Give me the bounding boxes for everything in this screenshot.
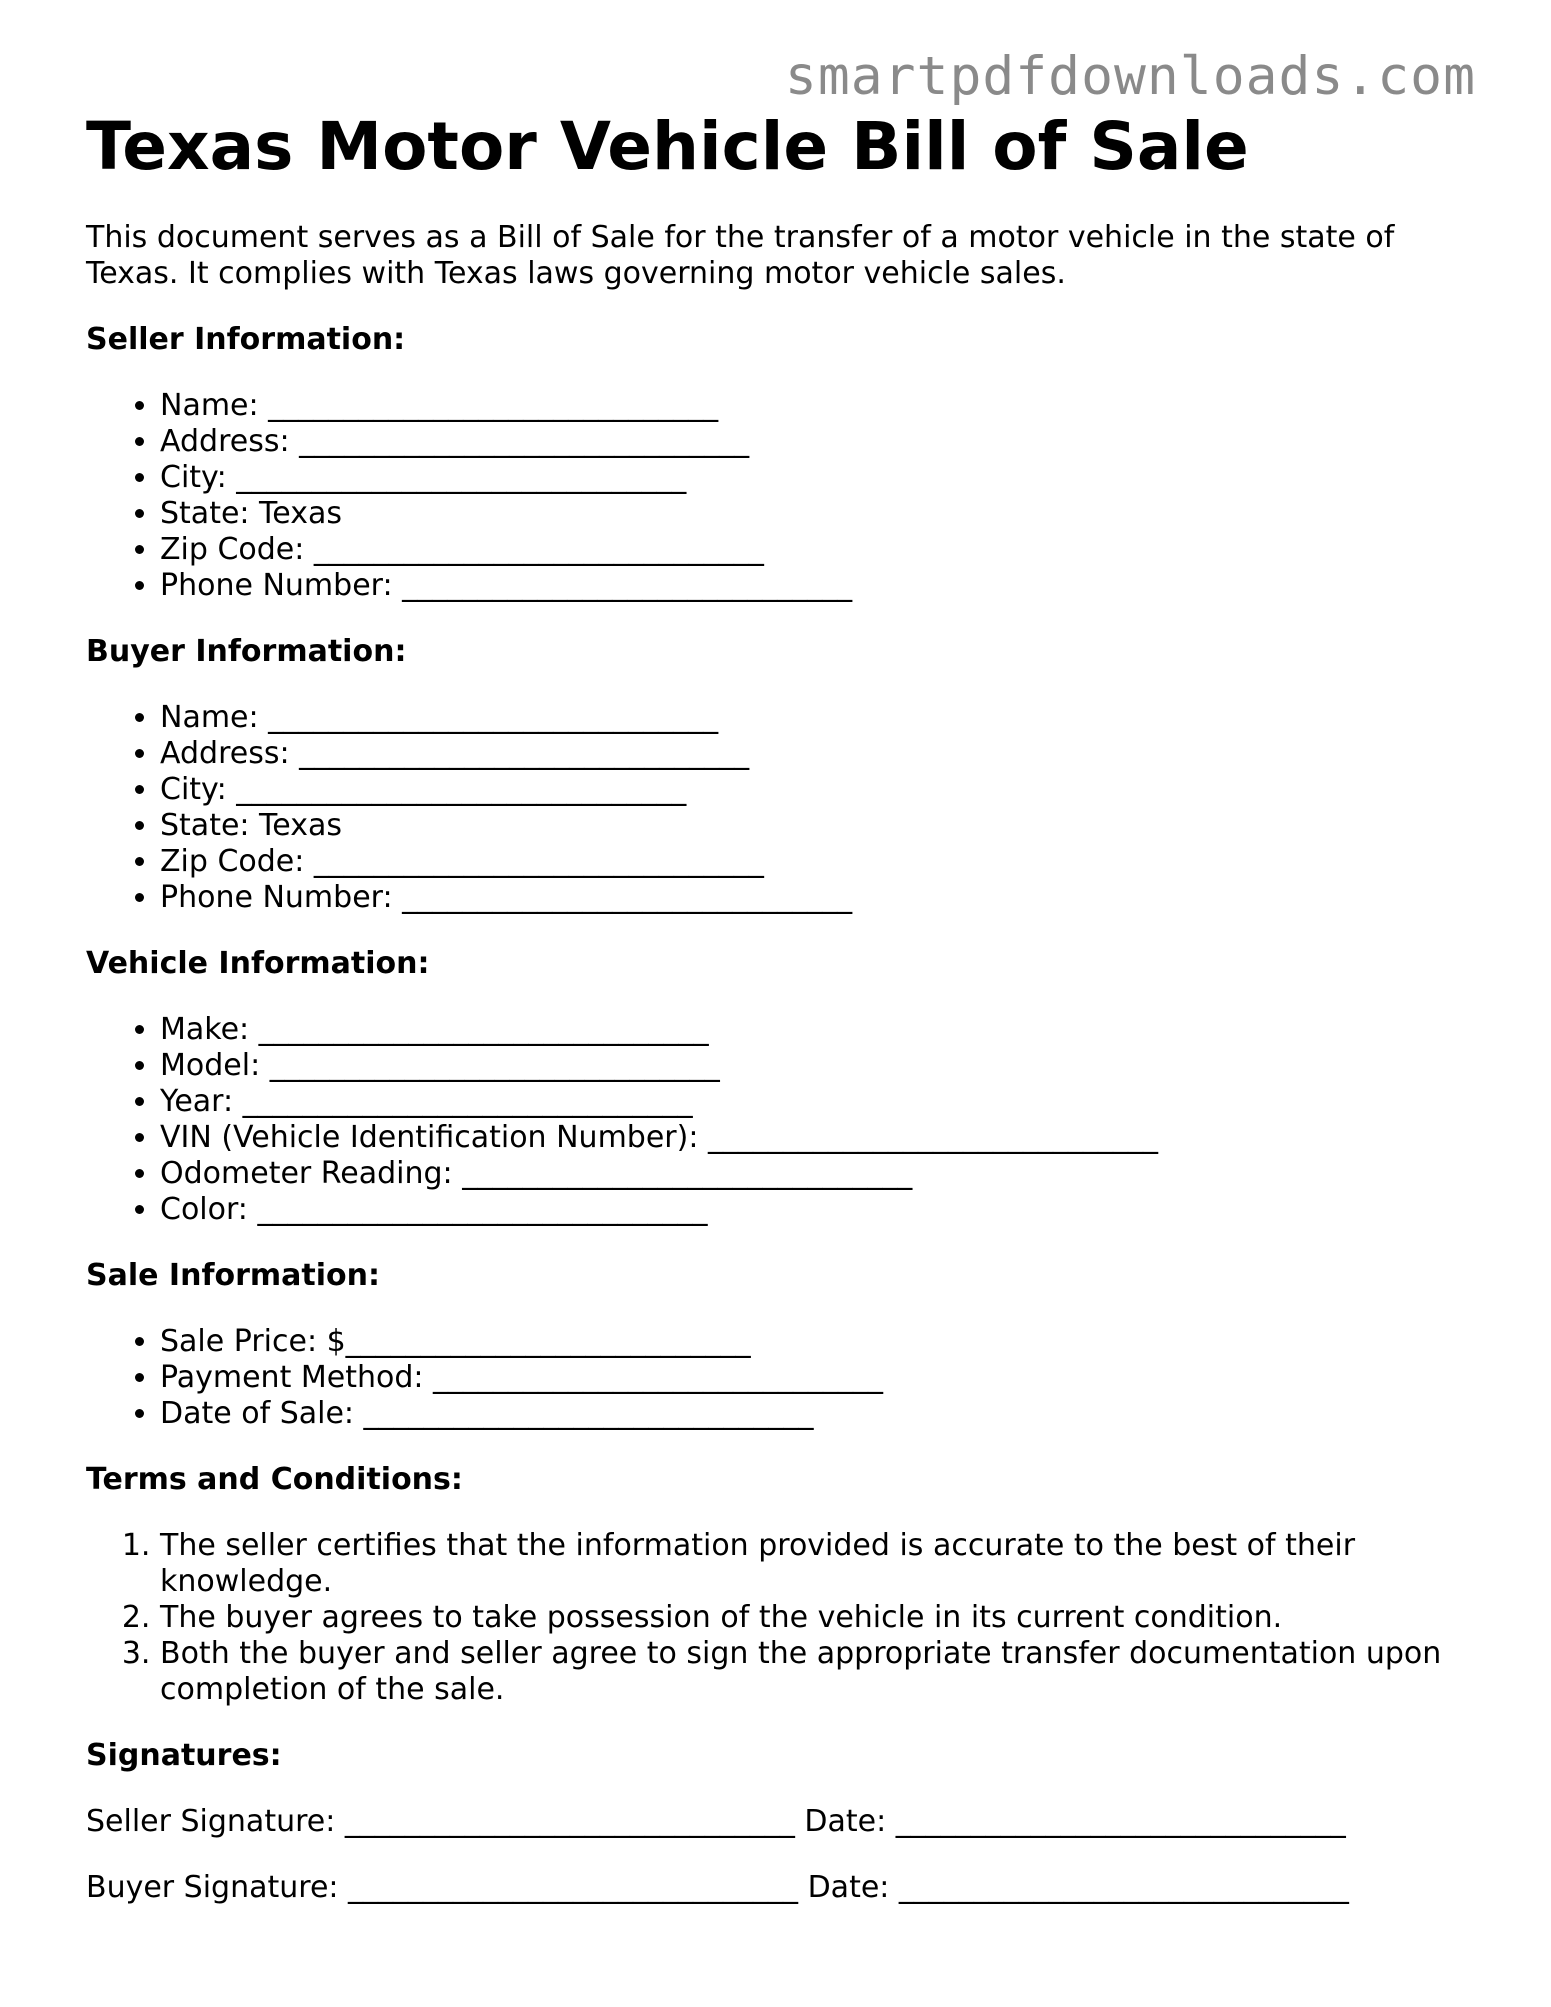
payment-method-field[interactable]: • Payment Method: ______________________________: [160, 1360, 1486, 1396]
terms-heading: Terms and Conditions:: [86, 1462, 463, 1497]
document-page: [86, 108, 1486, 1906]
sale-list: [86, 1324, 1486, 1432]
vehicle-heading: Vehicle Information:: [86, 946, 430, 981]
terms-item: 2. The buyer agrees to take possession of the vehicle in its current condition.: [160, 1600, 1500, 1636]
sale-price-field[interactable]: • Sale Price: $___________________________: [160, 1324, 1486, 1360]
sale-heading: Sale Information:: [86, 1258, 380, 1293]
watermark: smartpdfdownloads.com: [784, 46, 1476, 107]
vehicle-vin-field[interactable]: • VIN (Vehicle Identification Number): ______________________________: [160, 1120, 1486, 1156]
terms-item: 1. The seller certifies that the information provided is accurate to the best of their knowledge.: [160, 1528, 1500, 1600]
buyer-heading: Buyer Information:: [86, 634, 407, 669]
document-title: Texas Motor Vehicle Bill of Sale: [86, 108, 1249, 185]
buyer-zip-field[interactable]: • Zip Code: ______________________________: [160, 844, 1486, 880]
seller-phone-field[interactable]: • Phone Number: ______________________________: [160, 568, 1486, 604]
seller-list: [86, 388, 1486, 604]
seller-name-field[interactable]: • Name: ______________________________: [160, 388, 1486, 424]
buyer-list: [86, 700, 1486, 916]
buyer-signature-line[interactable]: Buyer Signature: ______________________________ Date: ______________________________: [86, 1870, 1349, 1905]
buyer-phone-field[interactable]: • Phone Number: ______________________________: [160, 880, 1486, 916]
buyer-state-field: • State: Texas: [160, 808, 1486, 844]
sale-date-field[interactable]: • Date of Sale: ______________________________: [160, 1396, 1486, 1432]
seller-signature-line[interactable]: Seller Signature: ______________________________ Date: ______________________________: [86, 1804, 1346, 1839]
buyer-city-field[interactable]: • City: ______________________________: [160, 772, 1486, 808]
seller-state-field: • State: Texas: [160, 496, 1486, 532]
vehicle-color-field[interactable]: • Color: ______________________________: [160, 1192, 1486, 1228]
vehicle-make-field[interactable]: • Make: ______________________________: [160, 1012, 1486, 1048]
seller-heading: Seller Information:: [86, 322, 406, 357]
intro-paragraph: This document serves as a Bill of Sale for the transfer of a motor vehicle in the state of Texas. It complies with Texas laws governing motor vehicle sales.: [86, 220, 1395, 291]
terms-list: [86, 1528, 1486, 1708]
seller-zip-field[interactable]: • Zip Code: ______________________________: [160, 532, 1486, 568]
seller-address-field[interactable]: • Address: ______________________________: [160, 424, 1486, 460]
vehicle-odometer-field[interactable]: • Odometer Reading: ______________________________: [160, 1156, 1486, 1192]
seller-city-field[interactable]: • City: ______________________________: [160, 460, 1486, 496]
buyer-name-field[interactable]: • Name: ______________________________: [160, 700, 1486, 736]
signatures-heading: Signatures:: [86, 1738, 282, 1773]
vehicle-year-field[interactable]: • Year: ______________________________: [160, 1084, 1486, 1120]
vehicle-model-field[interactable]: • Model: ______________________________: [160, 1048, 1486, 1084]
vehicle-list: [86, 1012, 1486, 1228]
terms-item: 3. Both the buyer and seller agree to sign the appropriate transfer documentation upon completion of the sale.: [160, 1636, 1500, 1708]
buyer-address-field[interactable]: • Address: ______________________________: [160, 736, 1486, 772]
